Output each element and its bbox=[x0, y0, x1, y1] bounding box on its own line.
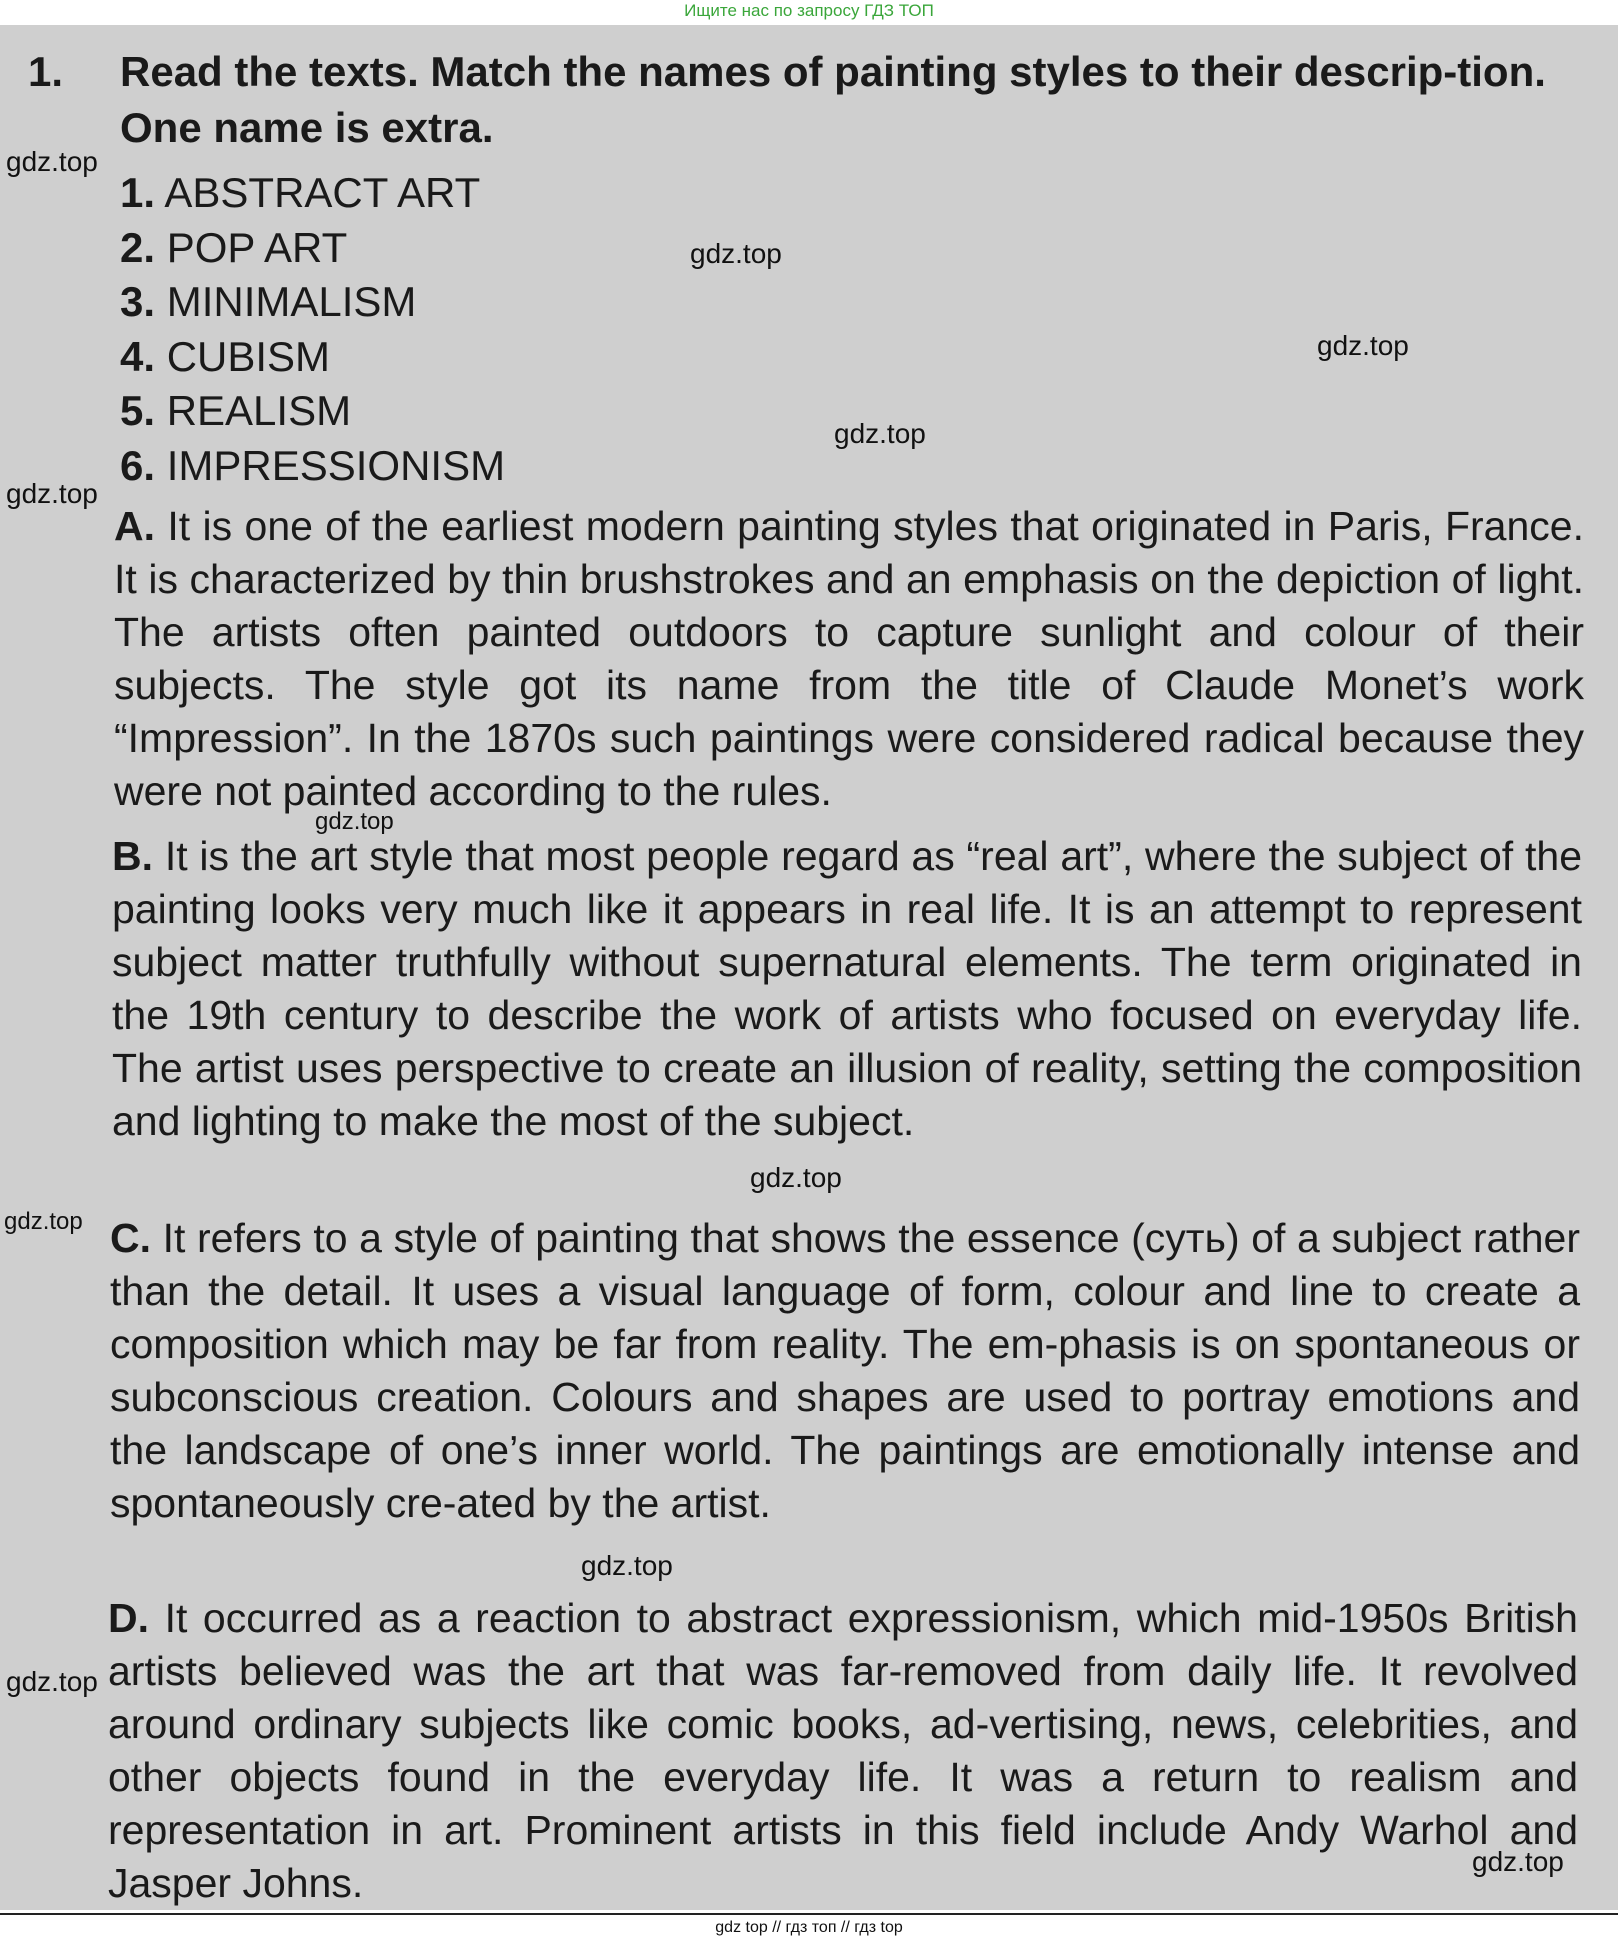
style-item-1 bbox=[120, 166, 505, 221]
watermark: gdz.top bbox=[4, 1208, 83, 1235]
top-banner: Ищите нас по запросу ГДЗ ТОП bbox=[684, 1, 934, 20]
exercise-number: 1. bbox=[28, 48, 64, 95]
bottom-watermark-line: gdz top // гдз топ // гдз top bbox=[715, 1919, 903, 1936]
watermark: gdz.top bbox=[1317, 330, 1409, 361]
description-a bbox=[114, 500, 1584, 818]
style-item-2 bbox=[120, 221, 505, 276]
watermark: gdz.top bbox=[1472, 1846, 1564, 1877]
description-letter: B. bbox=[112, 833, 153, 879]
exercise-instruction: Read the texts. Match the names of painting styles to their descrip-tion. One name is extra. bbox=[120, 48, 1546, 151]
watermark: gdz.top bbox=[6, 1666, 98, 1697]
style-number: 1. bbox=[120, 169, 156, 216]
bottom-divider bbox=[0, 1913, 1618, 1915]
style-name: CUBISM bbox=[166, 332, 331, 380]
painting-styles-list bbox=[120, 166, 505, 493]
watermark: gdz.top bbox=[581, 1550, 673, 1581]
style-number: 4. bbox=[120, 332, 156, 380]
description-text: It occurred as a reaction to abstract expressionism, which mid-1950s British artists believed was the art that was far-removed from daily life. It revolved around ordinary subjects like comic books, ad-vertising, news, celebrities, and other objects found in the everyday life. It was a return to realism and representation in art. Prominent artists in this field include Andy Warhol and Jasper Johns. bbox=[108, 1595, 1578, 1906]
watermark: gdz.top bbox=[6, 146, 98, 177]
description-letter: D. bbox=[108, 1595, 149, 1641]
description-letter: C. bbox=[110, 1215, 151, 1261]
style-number: 6. bbox=[120, 441, 156, 489]
style-name: POP ART bbox=[166, 223, 348, 271]
style-item-5 bbox=[120, 384, 505, 439]
style-item-4 bbox=[120, 330, 505, 385]
description-c bbox=[110, 1212, 1580, 1530]
description-text: It refers to a style of painting that shows the essence (суть) of a subject rather than the detail. It uses a visual language of form, colour and line to create a composition which may be far from reality. The em-phasis is on spontaneous or subconscious creation. Colours and shapes are used to portray emotions and the landscape of one’s inner world. The paintings are emotionally intense and spontaneously cre-ated by the artist. bbox=[110, 1215, 1580, 1526]
style-name: IMPRESSIONISM bbox=[166, 441, 506, 489]
style-item-6 bbox=[120, 439, 505, 494]
description-d bbox=[108, 1592, 1578, 1910]
style-name: MINIMALISM bbox=[166, 278, 417, 325]
watermark: gdz.top bbox=[6, 478, 98, 509]
description-text: It is the art style that most people regard as “real art”, where the subject of the painting looks very much like it appears in real life. It is an attempt to represent subject matter truthfully without supernatural elements. The term originated in the 19th century to describe the work of artists who focused on everyday life. The artist uses perspective to create an illusion of reality, setting the composition and lighting to make the most of the subject. bbox=[112, 833, 1582, 1144]
watermark: gdz.top bbox=[315, 808, 394, 835]
style-number: 3. bbox=[120, 278, 156, 325]
style-number: 2. bbox=[120, 223, 156, 271]
watermark: gdz.top bbox=[690, 238, 782, 269]
style-item-3 bbox=[120, 275, 505, 330]
watermark: gdz.top bbox=[750, 1162, 842, 1193]
style-number: 5. bbox=[120, 387, 156, 434]
description-b bbox=[112, 830, 1582, 1148]
description-letter: A. bbox=[114, 503, 155, 549]
style-name: ABSTRACT ART bbox=[164, 169, 481, 216]
style-name: REALISM bbox=[166, 387, 352, 434]
description-text: It is one of the earliest modern painting styles that originated in Paris, France. It is characterized by thin brushstrokes and an emphasis on the depiction of light. The artists often painted outdoors to capture sunlight and colour of their subjects. The style got its name from the title of Claude Monet’s work “Impression”. In the 1870s such paintings were considered radical because they were not painted according to the rules. bbox=[114, 503, 1584, 814]
watermark: gdz.top bbox=[834, 418, 926, 449]
